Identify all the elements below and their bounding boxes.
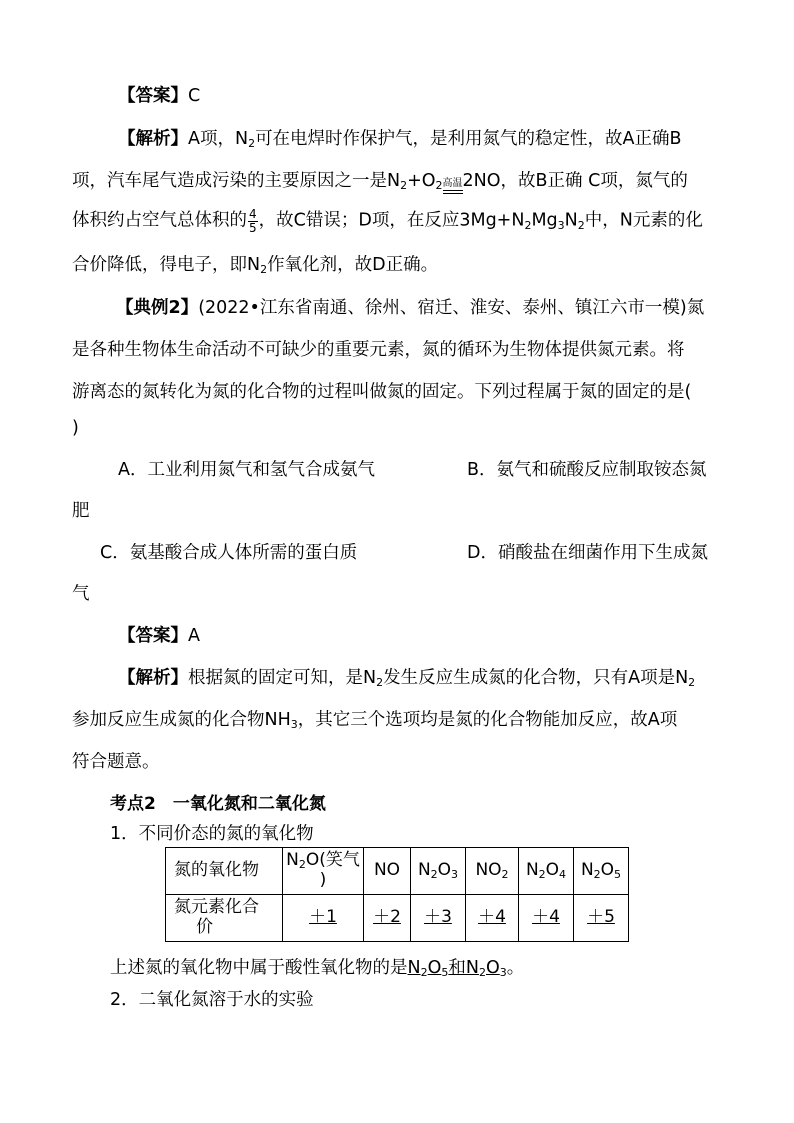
option-b-wrap: 肥 [72, 501, 90, 521]
table-row [166, 848, 629, 895]
example-2-line-1: 【典例2】(2022•江东省南通、徐州、宿迁、淮安、泰州、镇江六市一模)氮 [116, 298, 705, 318]
analysis-1-line-1: 【解析】A项，$N_2$可在电焊时作保护气，是利用氮气的稳定性，故A正确B [118, 129, 682, 150]
cell-v3: ＋3 [411, 895, 466, 942]
option-a: A．工业利用氮气和氢气合成氨气 [118, 460, 375, 480]
summary-line: 上述氮的氧化物中属于酸性氧化物的是$N_2O_5$和$N_2O_3$。 [110, 958, 525, 979]
answer-2-value: A [188, 626, 200, 646]
analysis-2-line-2: 参加反应生成氮的化合物$NH_3$，其它三个选项均是氮的化合物能加反应，故A项 [72, 710, 678, 731]
analysis-2-line-3: 符合题意。 [72, 752, 160, 772]
option-b: B．氨气和硫酸反应制取铵态氮 [467, 460, 707, 480]
example-2-line-3: 游离态的氮转化为氮的化合物的过程叫做氮的固定。下列过程属于氮的固定的是( [72, 382, 692, 402]
answer-1 [118, 88, 200, 106]
cell-no: NO [364, 848, 411, 895]
table-row [166, 895, 629, 942]
option-c: C．氨基酸合成人体所需的蛋白质 [100, 543, 358, 563]
item-2: 2．二氧化氮溶于水的实验 [110, 990, 314, 1010]
analysis-1-line-3: 体积约占空气总体积的 $\frac{4}{5}$ ，故C错误；D项，在反应$3Mg+N_2Mg_3N_2$中，N元素的化 [72, 207, 703, 235]
example-2-line-4: ) [72, 418, 79, 438]
fraction: $\frac{4}{5}$ [249, 207, 257, 235]
row-head-oxide: 氮的氧化物 [166, 848, 283, 895]
acidic-oxides: $N_2O_5$和$N_2O_3$ [407, 958, 507, 979]
cell-no2: $NO_2$ [466, 848, 519, 895]
answer-1-value: C [188, 86, 201, 106]
cell-v6: ＋5 [574, 895, 629, 942]
oxides-table [165, 847, 629, 942]
cell-v4: ＋4 [466, 895, 519, 942]
analysis-2-line-1: 【解析】根据氮的固定可知，是$N_2$发生反应生成氮的化合物，只有A项是$N_2$ [118, 668, 696, 689]
answer-2-label: 【答案】 [118, 626, 188, 646]
cell-n2o: $N_2O$(笑气 ) [283, 848, 364, 895]
cell-n2o5: $N_2O_5$ [574, 848, 629, 895]
example-2-label: 【典例2】 [116, 298, 199, 318]
cell-v2: ＋2 [364, 895, 411, 942]
cell-v1: ＋1 [283, 895, 364, 942]
cell-n2o4: $N_2O_4$ [519, 848, 574, 895]
answer-2 [118, 628, 200, 646]
reaction-condition: 高温 [443, 179, 463, 194]
analysis-1-label: 【解析】 [118, 129, 188, 149]
item-1: 1．不同价态的氮的氧化物 [110, 824, 314, 844]
section-title: 考点2 一氧化氮和二氧化氮 [110, 794, 326, 814]
cell-v5: ＋4 [519, 895, 574, 942]
analysis-1-line-2: 项，汽车尾气造成污染的主要原因之一是$N_2+O_2$ 高温 2NO，故B正确 C项，氮气的 [72, 171, 688, 192]
option-d: D．硝酸盐在细菌作用下生成氮 [467, 543, 708, 563]
option-d-wrap: 气 [72, 584, 90, 604]
example-2-line-2: 是各种生物体生命活动不可缺少的重要元素，氮的循环为生物体提供氮元素。将 [72, 340, 685, 360]
row-head-valence: 氮元素化合 价 [166, 895, 283, 942]
cell-n2o3: $N_2O_3$ [411, 848, 466, 895]
analysis-2-label: 【解析】 [118, 668, 188, 688]
answer-1-label: 【答案】 [118, 86, 188, 106]
analysis-1-line-4: 合价降低，得电子，即$N_2$作氧化剂，故D正确。 [72, 255, 439, 276]
